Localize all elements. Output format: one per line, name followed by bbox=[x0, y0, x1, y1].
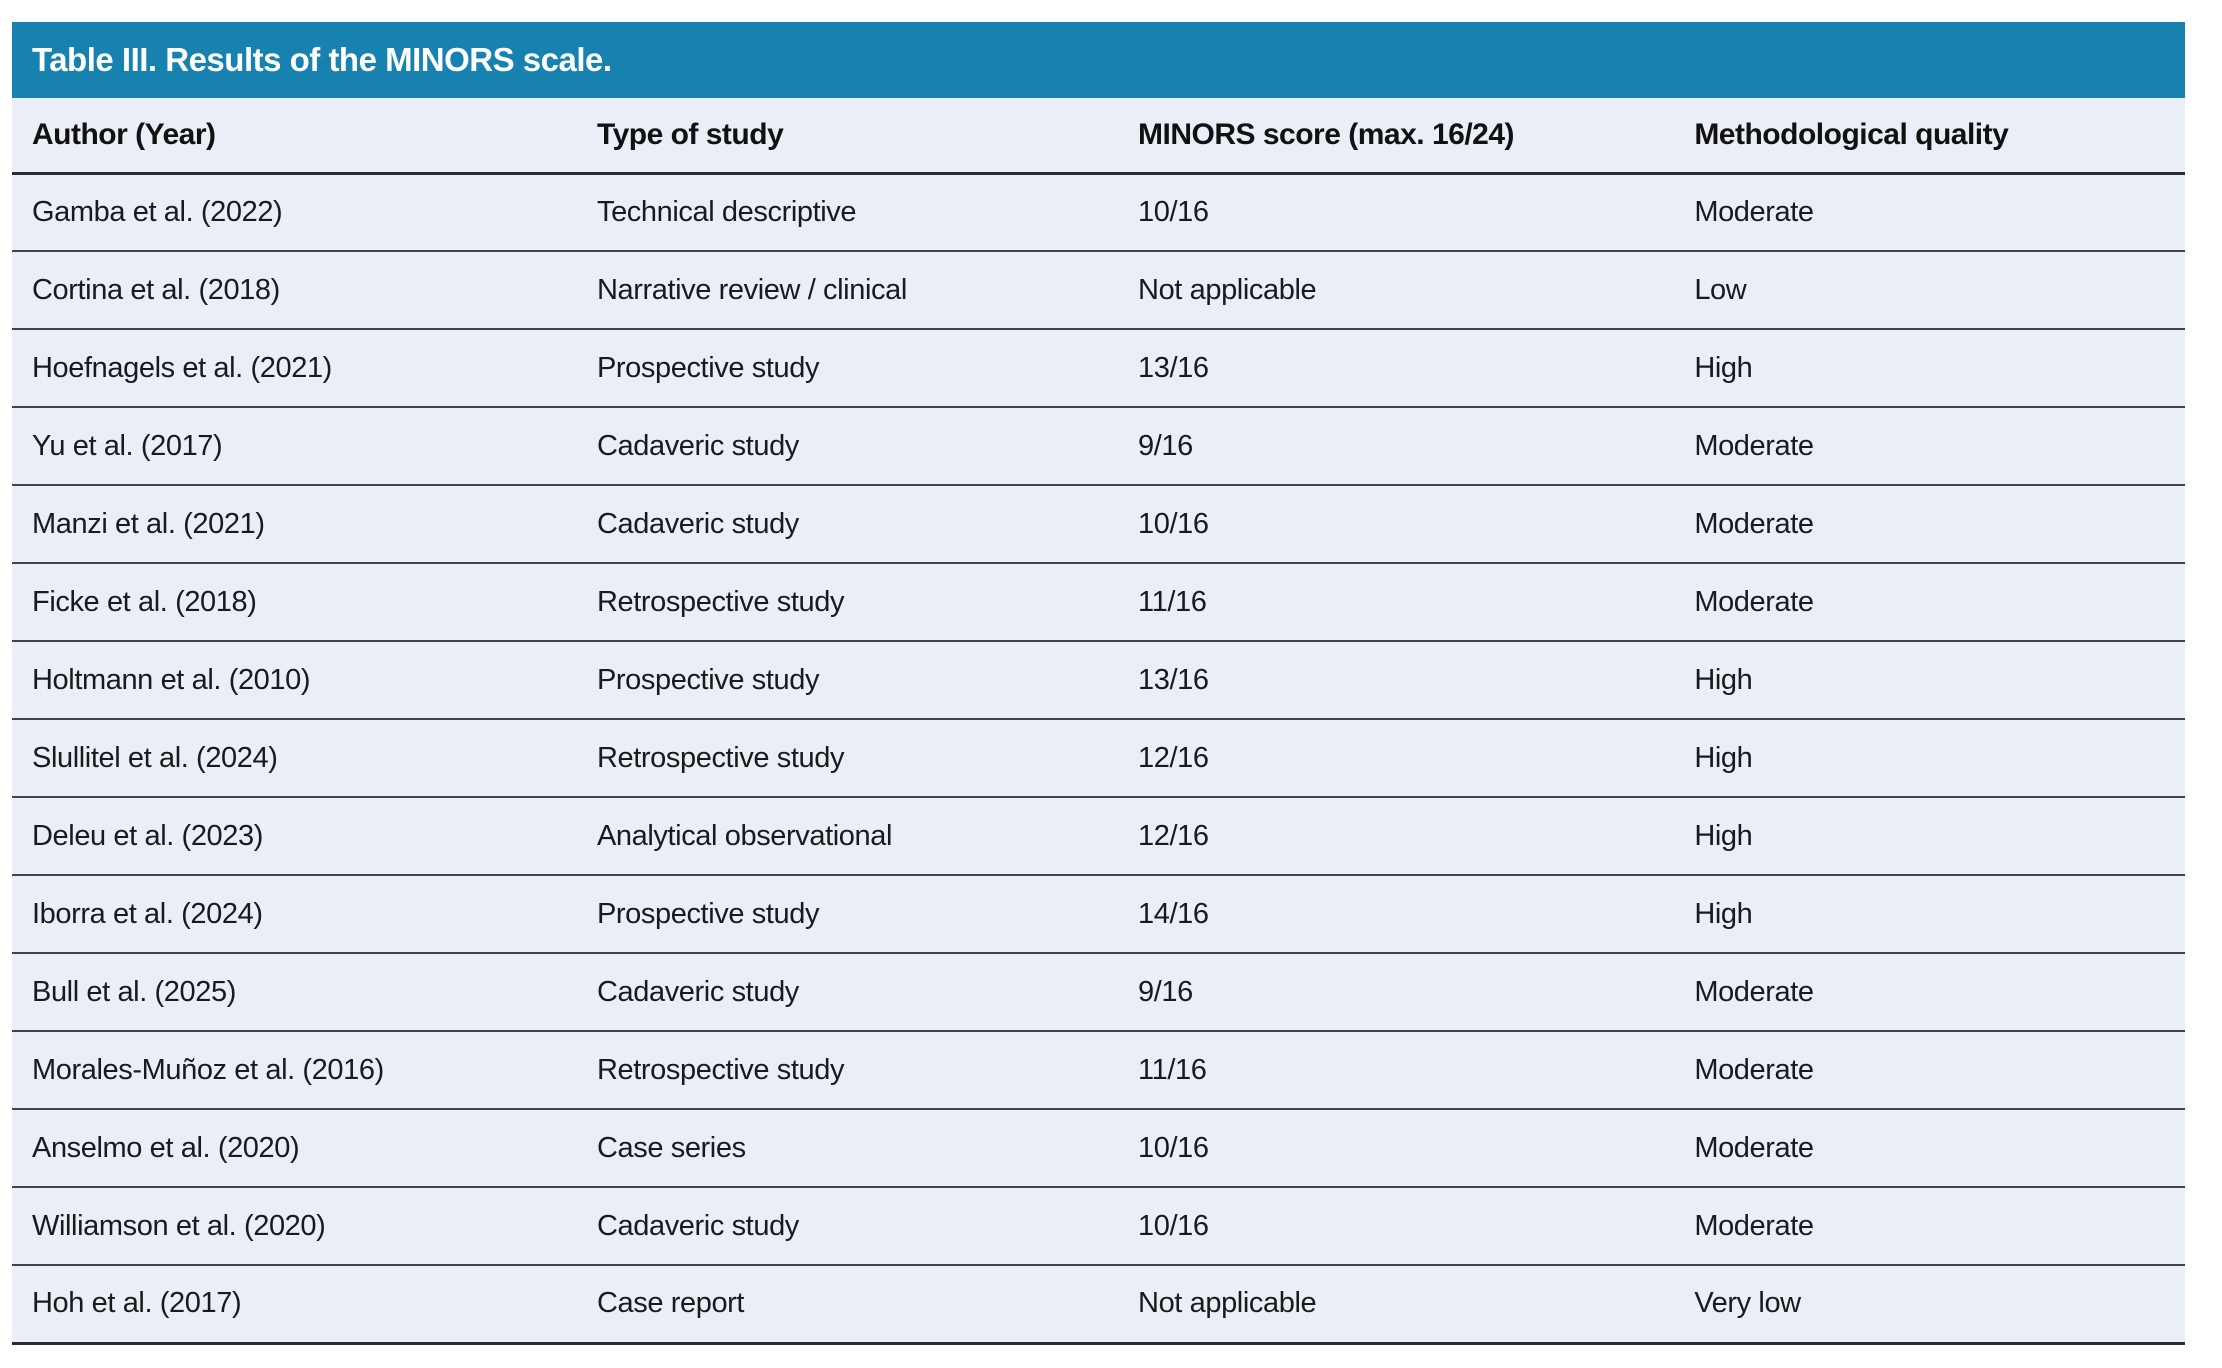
cell-study-type: Case report bbox=[596, 1287, 745, 1320]
cell-minors-score: 11/16 bbox=[1118, 1031, 1674, 1109]
cell-minors-score: Not applicable bbox=[1138, 1287, 1317, 1320]
table-row bbox=[12, 173, 2185, 251]
table-title: Table III. Results of the MINORS scale. bbox=[32, 41, 612, 78]
minors-results-table bbox=[12, 22, 2185, 1345]
cell-minors-score: 12/16 bbox=[1118, 719, 1674, 797]
table-row bbox=[12, 719, 2185, 797]
cell-author: Hoefnagels et al. (2021) bbox=[12, 329, 577, 407]
column-header-methodological-quality: Methodological quality bbox=[1674, 98, 2185, 173]
table-row bbox=[12, 641, 2185, 719]
cell-quality: High bbox=[1674, 719, 2185, 797]
cell-minors-score: 10/16 bbox=[1118, 173, 1674, 251]
cell-quality: Moderate bbox=[1674, 563, 2185, 641]
cell-study-type: Cadaveric study bbox=[577, 953, 1118, 1031]
cell-quality: Moderate bbox=[1674, 1187, 2185, 1265]
results-table bbox=[12, 98, 2185, 1345]
cell-author: Holtmann et al. (2010) bbox=[12, 641, 577, 719]
column-header-author: Author (Year) bbox=[12, 98, 577, 173]
cell-quality: Very low bbox=[1694, 1287, 1801, 1320]
cell-study-type: Prospective study bbox=[577, 641, 1118, 719]
table-row bbox=[12, 485, 2185, 563]
table-row bbox=[12, 1187, 2185, 1265]
cell-quality: Low bbox=[1674, 251, 2185, 329]
cell-author: Manzi et al. (2021) bbox=[12, 485, 577, 563]
cell-author: Morales-Muñoz et al. (2016) bbox=[12, 1031, 577, 1109]
cell-study-type: Retrospective study bbox=[577, 1031, 1118, 1109]
table-row bbox=[12, 1265, 2185, 1343]
cell-quality: Moderate bbox=[1674, 407, 2185, 485]
table-header bbox=[12, 98, 2185, 173]
header-row bbox=[12, 98, 2185, 173]
cell-quality: Moderate bbox=[1674, 485, 2185, 563]
cell-author: Hoh et al. (2017) bbox=[32, 1287, 242, 1320]
column-header-minors-score: MINORS score (max. 16/24) bbox=[1118, 98, 1674, 173]
column-header-study-type: Type of study bbox=[577, 98, 1118, 173]
cell-quality: Moderate bbox=[1674, 173, 2185, 251]
cell-quality: Moderate bbox=[1674, 1031, 2185, 1109]
cell-study-type: Cadaveric study bbox=[577, 485, 1118, 563]
cell-quality: High bbox=[1674, 329, 2185, 407]
table-body bbox=[12, 173, 2185, 1343]
cell-study-type: Narrative review / clinical bbox=[577, 251, 1118, 329]
cell-minors-score: 9/16 bbox=[1118, 953, 1674, 1031]
cell-study-type: Cadaveric study bbox=[577, 407, 1118, 485]
table-row bbox=[12, 1031, 2185, 1109]
cell-author: Cortina et al. (2018) bbox=[12, 251, 577, 329]
cell-minors-score: Not applicable bbox=[1118, 251, 1674, 329]
cell-author: Ficke et al. (2018) bbox=[12, 563, 577, 641]
cell-quality: Moderate bbox=[1674, 1109, 2185, 1187]
cell-study-type: Cadaveric study bbox=[577, 1187, 1118, 1265]
cell-minors-score: 10/16 bbox=[1118, 1109, 1674, 1187]
cell-author: Yu et al. (2017) bbox=[12, 407, 577, 485]
table-row bbox=[12, 407, 2185, 485]
cell-quality: High bbox=[1674, 875, 2185, 953]
cell-author: Slullitel et al. (2024) bbox=[12, 719, 577, 797]
cell-study-type: Prospective study bbox=[577, 875, 1118, 953]
cell-author: Williamson et al. (2020) bbox=[12, 1187, 577, 1265]
cell-minors-score: 10/16 bbox=[1118, 1187, 1674, 1265]
cell-study-type: Analytical observational bbox=[577, 797, 1118, 875]
table-row bbox=[12, 797, 2185, 875]
cell-author: Deleu et al. (2023) bbox=[12, 797, 577, 875]
table-row bbox=[12, 1109, 2185, 1187]
table-row bbox=[12, 329, 2185, 407]
cell-study-type: Case series bbox=[577, 1109, 1118, 1187]
cell-author: Anselmo et al. (2020) bbox=[12, 1109, 577, 1187]
cell-study-type: Retrospective study bbox=[577, 563, 1118, 641]
table-row bbox=[12, 563, 2185, 641]
cell-author: Iborra et al. (2024) bbox=[12, 875, 577, 953]
cell-author: Gamba et al. (2022) bbox=[12, 173, 577, 251]
table-row bbox=[12, 953, 2185, 1031]
table-row bbox=[12, 251, 2185, 329]
cell-minors-score: 13/16 bbox=[1118, 329, 1674, 407]
cell-quality: Moderate bbox=[1674, 953, 2185, 1031]
cell-study-type: Prospective study bbox=[577, 329, 1118, 407]
cell-minors-score: 12/16 bbox=[1118, 797, 1674, 875]
cell-study-type: Retrospective study bbox=[577, 719, 1118, 797]
cell-minors-score: 11/16 bbox=[1118, 563, 1674, 641]
cell-minors-score: 13/16 bbox=[1118, 641, 1674, 719]
cell-minors-score: 14/16 bbox=[1118, 875, 1674, 953]
cell-quality: High bbox=[1674, 797, 2185, 875]
cell-minors-score: 10/16 bbox=[1118, 485, 1674, 563]
cell-author: Bull et al. (2025) bbox=[12, 953, 577, 1031]
cell-minors-score: 9/16 bbox=[1118, 407, 1674, 485]
table-title-bar bbox=[12, 22, 2185, 98]
cell-study-type: Technical descriptive bbox=[577, 173, 1118, 251]
table-row bbox=[12, 875, 2185, 953]
cell-quality: High bbox=[1674, 641, 2185, 719]
